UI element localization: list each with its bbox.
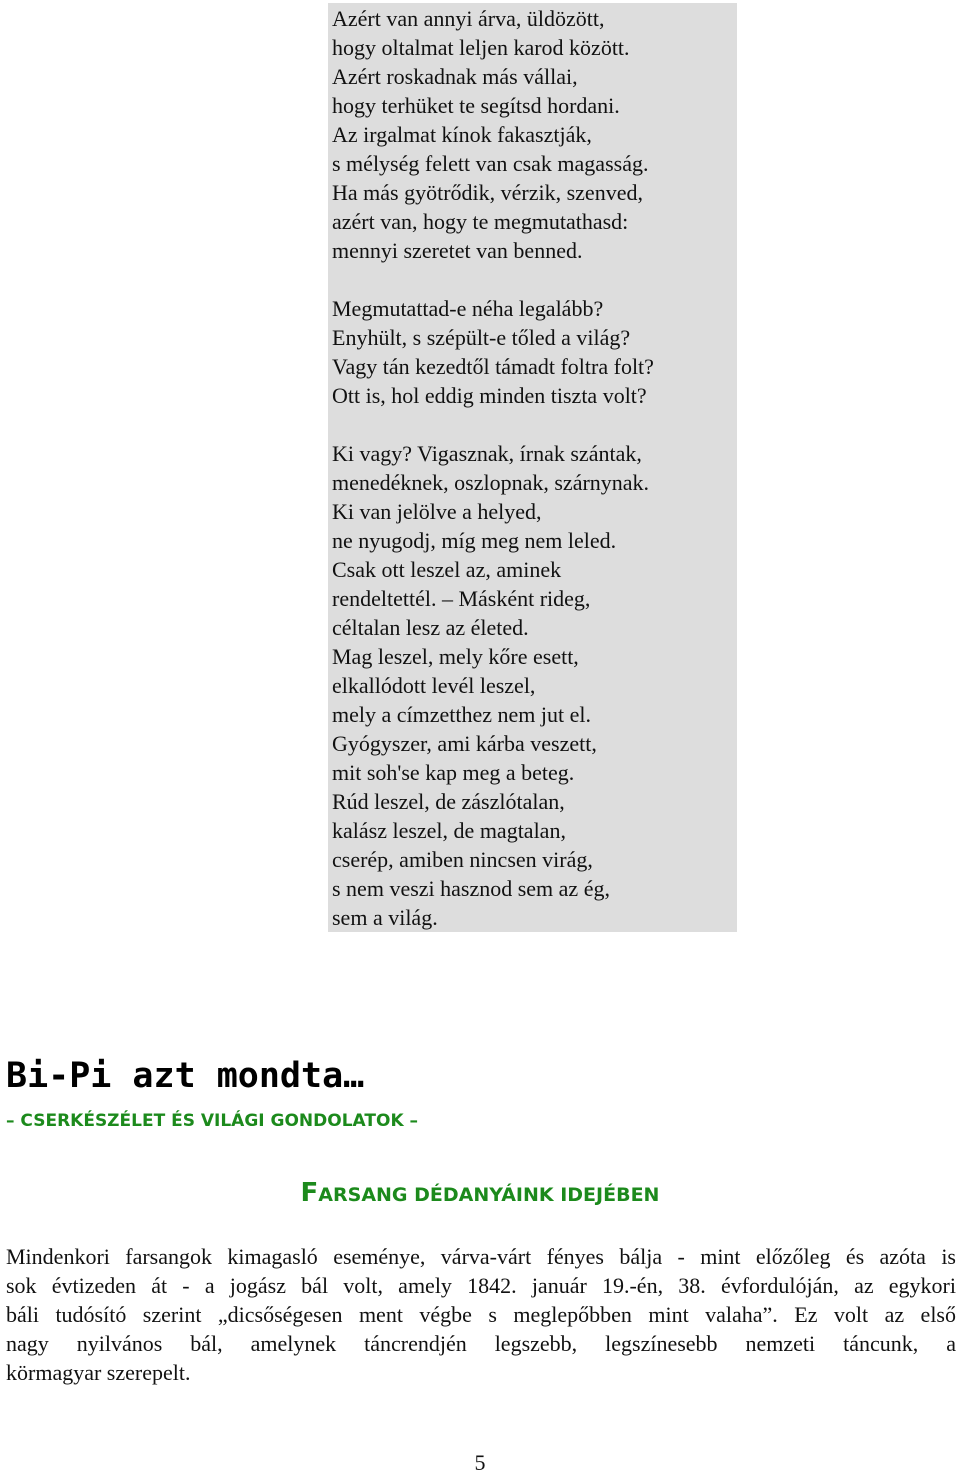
paragraph-line: báli tudósító szerint „dicsőségesen ment végbe s meglepőbben mint valaha”. Ez volt az első — [6, 1302, 956, 1327]
paragraph-line: Mindenkori farsangok kimagasló eseménye, várva-várt fényes bálja - mint előzőleg és azóta is — [6, 1244, 956, 1269]
article-title — [0, 1178, 960, 1210]
column-subtitle: – CSERKÉSZÉLET ÉS VILÁGI GONDOLATOK – — [6, 1111, 419, 1131]
poem-line: sem a világ. — [332, 905, 438, 930]
poem-line: Azért van annyi árva, üldözött, — [332, 6, 605, 31]
poem-line: kalász leszel, de magtalan, — [332, 818, 566, 843]
poem-line: céltalan lesz az életed. — [332, 615, 529, 640]
poem-line: Ha más gyötrődik, vérzik, szenved, — [332, 180, 643, 205]
poem — [332, 4, 736, 932]
poem-line: Azért roskadnak más vállai, — [332, 64, 578, 89]
article-paragraph — [6, 1242, 956, 1387]
article-title-rest: ARSANG DÉDANYÁINK IDEJÉBEN — [318, 1184, 660, 1206]
page-number: 5 — [474, 1450, 486, 1475]
paragraph-line: körmagyar szerepelt. — [6, 1360, 191, 1385]
poem-line: hogy oltalmat leljen karod között. — [332, 35, 630, 60]
poem-line: Gyógyszer, ami kárba veszett, — [332, 731, 597, 756]
paragraph-line: sok évtizeden át - a jogász bál volt, amely 1842. január 19.-én, 38. évfordulóján, az egykori — [6, 1273, 956, 1298]
poem-line: hogy terhüket te segítsd hordani. — [332, 93, 620, 118]
poem-line: Ki van jelölve a helyed, — [332, 499, 542, 524]
poem-line: elkallódott levél leszel, — [332, 673, 536, 698]
column-title: Bi-Pi azt mondta… — [6, 1056, 365, 1096]
stanza-gap — [332, 265, 736, 294]
poem-line: ne nyugodj, míg meg nem leled. — [332, 528, 617, 553]
poem-line: mely a címzetthez nem jut el. — [332, 702, 592, 727]
article-title-initial: F — [300, 1178, 319, 1208]
poem-line: Csak ott leszel az, aminek — [332, 557, 562, 582]
poem-line: Az irgalmat kínok fakasztják, — [332, 122, 592, 147]
poem-line: Enyhült, s szépült-e tőled a világ? — [332, 325, 631, 350]
poem-line: cserép, amiben nincsen virág, — [332, 847, 593, 872]
poem-line: rendeltettél. – Másként rideg, — [332, 586, 591, 611]
poem-line: azért van, hogy te megmutathasd: — [332, 209, 629, 234]
stanza-gap — [332, 410, 736, 439]
poem-line: Ott is, hol eddig minden tiszta volt? — [332, 383, 647, 408]
poem-line: Megmutattad-e néha legalább? — [332, 296, 604, 321]
poem-line: s nem veszi hasznod sem az ég, — [332, 876, 610, 901]
poem-line: Rúd leszel, de zászlótalan, — [332, 789, 565, 814]
poem-line: mit soh'se kap meg a beteg. — [332, 760, 575, 785]
poem-line: menedéknek, oszlopnak, szárnynak. — [332, 470, 650, 495]
poem-line: mennyi szeretet van benned. — [332, 238, 583, 263]
poem-line: Mag leszel, mely kőre esett, — [332, 644, 579, 669]
poem-line: s mélység felett van csak magasság. — [332, 151, 649, 176]
poem-line: Vagy tán kezedtől támadt foltra folt? — [332, 354, 654, 379]
poem-line: Ki vagy? Vigasznak, írnak szántak, — [332, 441, 642, 466]
paragraph-line: nagy nyilvános bál, amelynek táncrendjén legszebb, legszínesebb nemzeti táncunk, a — [6, 1331, 956, 1356]
